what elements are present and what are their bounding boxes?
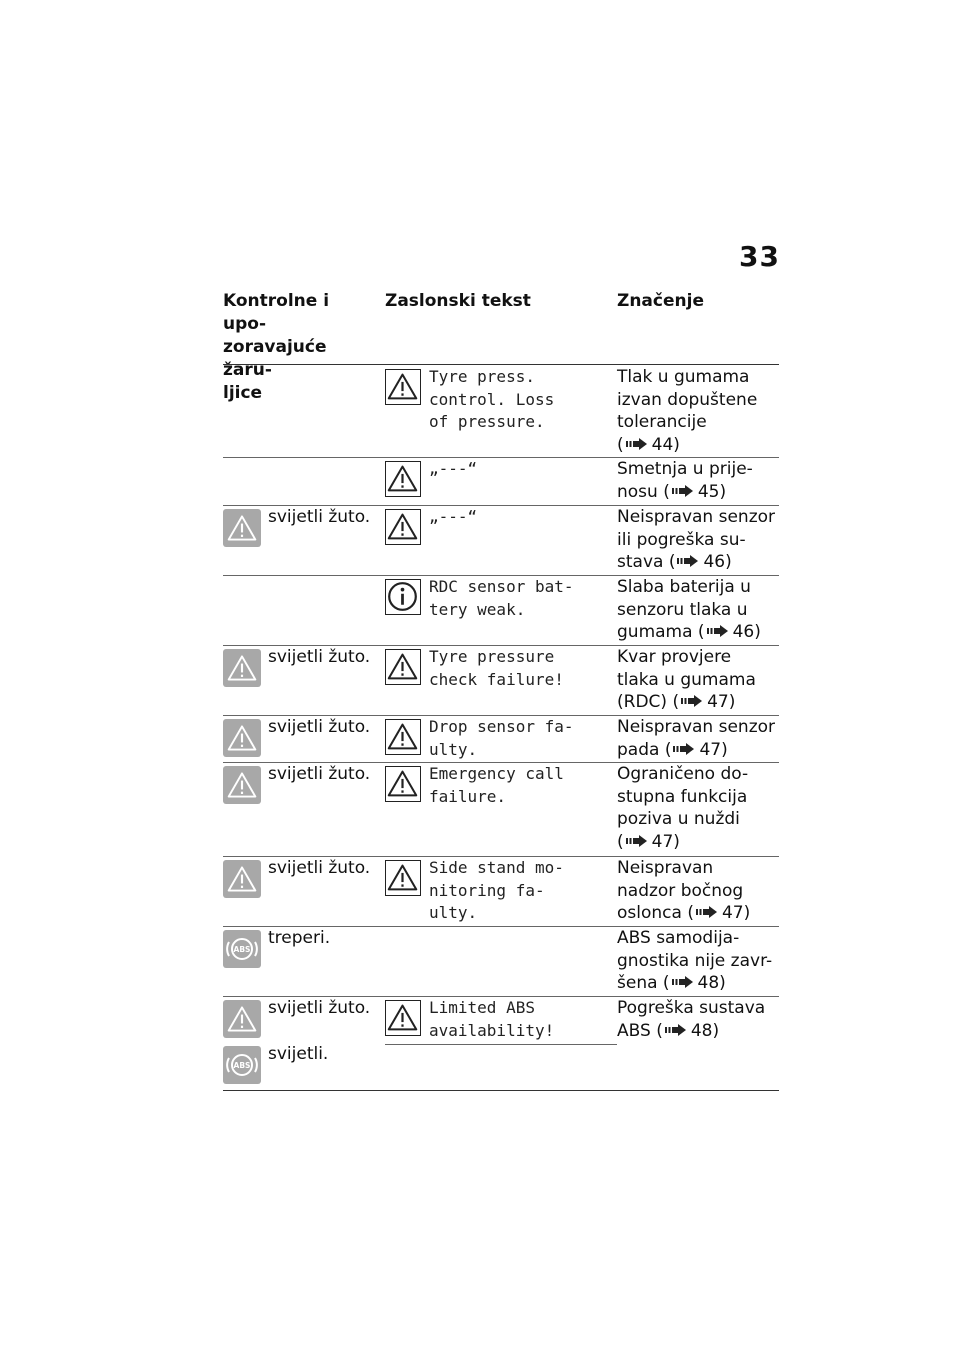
lamp-status-text: svijetli žuto.: [268, 647, 371, 667]
row-divider: [223, 715, 779, 716]
warning-lamp-icon: [223, 509, 261, 547]
svg-text:ABS: ABS: [233, 945, 251, 954]
lamp-status-text: svijetli.: [268, 1044, 329, 1064]
meaning-cell: [617, 366, 779, 456]
row-divider: [223, 996, 779, 997]
page-number: 33: [739, 240, 780, 273]
row-divider: [223, 505, 779, 506]
display-message: Emergency call failure.: [429, 764, 564, 806]
page-reference-link[interactable]: [705, 622, 761, 642]
lamp-status-text: svijetli žuto.: [268, 764, 371, 784]
meaning-cell: [617, 997, 779, 1042]
reference-page: 47): [651, 831, 680, 852]
reference-arrow-icon: [675, 552, 703, 572]
info-icon: [385, 579, 421, 615]
reference-page: 48): [697, 973, 726, 993]
meaning-text: Pogreška sustava ABS (: [617, 998, 766, 1041]
lamp-status-text: svijetli žuto.: [268, 507, 371, 527]
row-divider: [223, 856, 779, 857]
page-reference-link[interactable]: [675, 552, 731, 572]
lamp-status-text: treperi.: [268, 928, 331, 948]
reference-arrow-icon: [670, 482, 698, 502]
meaning-text: Kvar provjere tlaka u gumama (RDC) (: [617, 647, 756, 712]
header-lamps: Kontrolne i upo- zoravajuće žaru- ljice: [223, 291, 330, 403]
meaning-cell: [617, 763, 779, 853]
warning-lamp-icon: [223, 766, 261, 804]
meaning-cell: [617, 506, 779, 574]
reference-arrow-icon: [624, 435, 652, 455]
display-message: „---“: [429, 507, 478, 526]
meaning-text: Tlak u gumama izvan dopuštene tolerancije (: [617, 367, 758, 455]
reference-arrow-icon: [694, 903, 722, 923]
display-message: „---“: [429, 459, 478, 478]
warning-lamp-icon: [223, 649, 261, 687]
abs-lamp-icon: [223, 1046, 261, 1084]
meaning-cell: [617, 716, 779, 761]
display-message: Limited ABS availability!: [429, 998, 555, 1040]
row-divider: [223, 645, 779, 646]
reference-page: 45): [697, 481, 727, 502]
lamp-status-text: svijetli žuto.: [268, 858, 371, 878]
row-divider: [385, 1044, 617, 1045]
display-message: RDC sensor bat- tery weak.: [429, 577, 574, 619]
meaning-text: Neispravan senzor pada (: [617, 717, 776, 760]
page-reference-link[interactable]: [670, 973, 726, 993]
table-bottom-rule: [223, 1090, 779, 1091]
page-reference-link[interactable]: [671, 740, 727, 760]
reference-arrow-icon: [663, 1021, 691, 1041]
meaning-cell: [617, 458, 779, 503]
page-reference-link[interactable]: [679, 692, 735, 712]
reference-arrow-icon: [670, 973, 698, 993]
warning-triangle-icon: [385, 369, 421, 405]
display-message: Tyre pressure check failure!: [429, 647, 564, 689]
warning-triangle-icon: [385, 461, 421, 497]
meaning-cell: [617, 927, 779, 995]
display-message: Tyre press. control. Loss of pressure.: [429, 367, 555, 431]
warning-triangle-icon: [385, 719, 421, 755]
meaning-text: ABS samodija- gnostika nije zavr- šena (: [617, 928, 773, 993]
page-reference-link[interactable]: [624, 832, 680, 852]
warning-triangle-icon: [385, 860, 421, 896]
reference-arrow-icon: [671, 740, 699, 760]
row-divider: [223, 457, 779, 458]
warning-triangle-icon: [385, 1000, 421, 1036]
warning-triangle-icon: [385, 649, 421, 685]
display-message: Side stand mo- nitoring fa- ulty.: [429, 858, 564, 922]
meaning-text: Neispravan senzor ili pogreška su- stava (: [617, 507, 776, 572]
meaning-cell: [617, 857, 779, 925]
reference-page: 47): [721, 903, 751, 923]
display-message: Drop sensor fa- ulty.: [429, 717, 574, 759]
warning-lamp-icon: [223, 1000, 261, 1038]
reference-page: 46): [732, 622, 761, 642]
reference-page: 46): [703, 552, 732, 572]
meaning-cell: [617, 646, 779, 714]
lamp-status-text: svijetli žuto.: [268, 998, 371, 1018]
reference-page: 48): [690, 1020, 720, 1041]
abs-lamp-icon: [223, 930, 261, 968]
reference-page: 47): [707, 692, 736, 712]
page-reference-link[interactable]: [694, 903, 750, 923]
row-divider: [223, 762, 779, 763]
meaning-text: Smetnja u prije- nosu (: [617, 459, 753, 502]
meaning-text: Slaba baterija u senzoru tlaka u gumama (: [617, 577, 751, 642]
meaning-text: Ograničeno do- stupna funkcija poziva u nuždi (: [617, 764, 749, 852]
page-reference-link[interactable]: [670, 482, 726, 502]
svg-text:ABS: ABS: [233, 1061, 251, 1070]
header-display-text: Zaslonski tekst: [385, 291, 531, 311]
lamp-status-text: svijetli žuto.: [268, 717, 371, 737]
warning-lamp-icon: [223, 860, 261, 898]
reference-arrow-icon: [705, 622, 733, 642]
reference-page: 44): [651, 434, 680, 455]
page-reference-link[interactable]: [624, 435, 680, 455]
meaning-cell: [617, 576, 779, 644]
reference-arrow-icon: [624, 832, 652, 852]
row-divider: [223, 926, 779, 927]
header-divider: [223, 364, 779, 365]
warning-lamp-icon: [223, 719, 261, 757]
reference-page: 47): [699, 739, 728, 760]
row-divider: [223, 575, 779, 576]
page-reference-link[interactable]: [663, 1021, 719, 1041]
warning-triangle-icon: [385, 766, 421, 802]
meaning-text: Neispravan nadzor bočnog oslonca (: [617, 858, 744, 923]
warning-triangle-icon: [385, 509, 421, 545]
reference-arrow-icon: [679, 692, 707, 712]
header-meaning: Značenje: [617, 291, 704, 311]
